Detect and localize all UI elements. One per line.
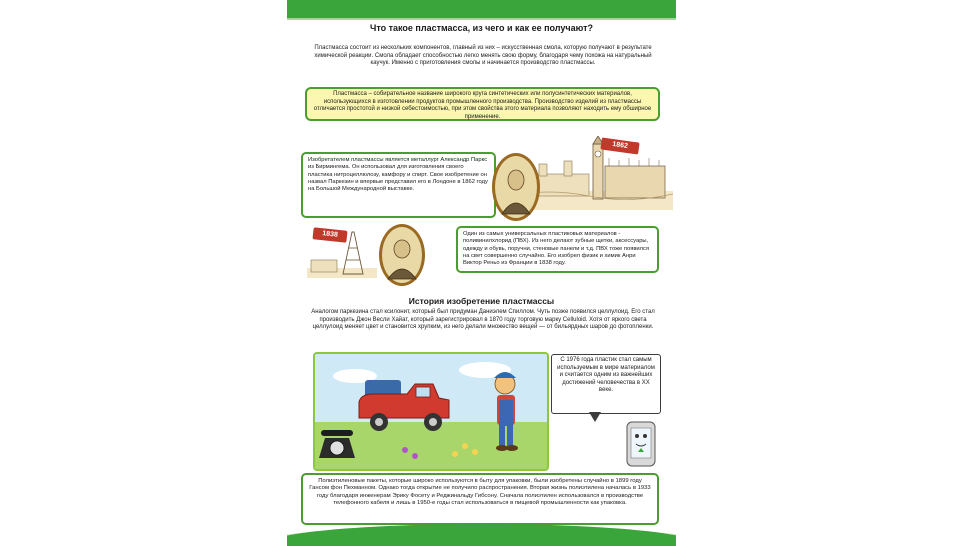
infographic-page	[287, 0, 676, 546]
polyethylene-box: Полиэтиленовые пакеты, которые широко используются в быту для упаковки, были изобретены случайно в 1899 году Гансом фон Пехманном. Однако тогда открытие не получило распространения. Вторая жизнь полиэтилена началась в 1933 году благодаря инженерам Эрику Фосету и Реджинальду Гибсону. Сначала полиэтилен использовался в производстве телефонного кабеля и лишь в 1950-е годы стал использоваться в пищевой промышленности как упаковка.	[301, 473, 659, 525]
rotary-phone-illustration	[319, 430, 355, 458]
year-1862-ribbon: 1862	[600, 137, 639, 154]
portrait-regnault	[379, 224, 425, 286]
page-title: Что такое пластмасса, из чего и как ее получают?	[370, 23, 593, 33]
bubble-tail	[589, 412, 601, 422]
phone-mascot-illustration	[621, 420, 661, 470]
pvc-box: Один из самых универсальных пластиковых материалов - поливинилхлорид (ПВХ). Из него делают зубные щетки, аксессуары, одежду и обувь, поручни, стеновые панели и т.д. ПВХ тоже появился на свет совершенно случайно. Его изобрел физик и химик Анри Виктор Реньо из Франции в 1838 году.	[456, 226, 659, 273]
history-title: История изобретение пластмассы	[408, 296, 555, 306]
truck-scene	[313, 352, 549, 471]
top-bar	[287, 0, 676, 18]
inventor-box: Изобретателем пластмассы является металлург Александр Паркс из Бирмингема. Он использовал для изготовления своего пластика нитроцеллюлозу, камфору и спирт. Свое изобретение он назвал Паркезин и впервые представил его в Лондоне в 1862 году на Большой Международной выставке.	[301, 152, 496, 218]
intro-paragraph: Пластмасса состоит из нескольких компонентов, главный из них – искусственная смола, которую получают в результате химической реакции. Смола обладает способностью легко менять свою форму, благодаря чему похожа на натуральный каучук. Именно с приготовления смолы и начинается производство пластмассы.	[314, 45, 652, 67]
year-1838-ribbon: 1838	[312, 227, 347, 242]
history-paragraph: Аналогом паркезина стал ксилонит, который был придуман Даниэлем Спиллом. Чуть позже появился целлулоид. Его стал производить Джон Весли Хайат, который зарегистрировал в 1870 году торговую марку Celluloid. Хотя от яркого света целлулоид меняет цвет и становится хрупким, из него делали множество вещей — от бильярдных шаров до фотопленки.	[311, 309, 655, 331]
bottom-wave	[287, 524, 676, 546]
definition-box: Пластмасса – собирательное название широкого круга синтетических или полусинтетических материалов, использующихся в изготовлении продуктов промышленного производства. Производство изделий из пластмассы отличается простотой и низкой себестоимостью, при этом свойства этого материала позволяют находить ему обширное применение.	[305, 87, 660, 121]
portrait-parkes	[492, 153, 540, 221]
fact-speech-bubble: С 1976 года пластик стал самым используемым в мире материалом и считается одним из важнейших достижений человечества в XX веке.	[551, 354, 661, 414]
